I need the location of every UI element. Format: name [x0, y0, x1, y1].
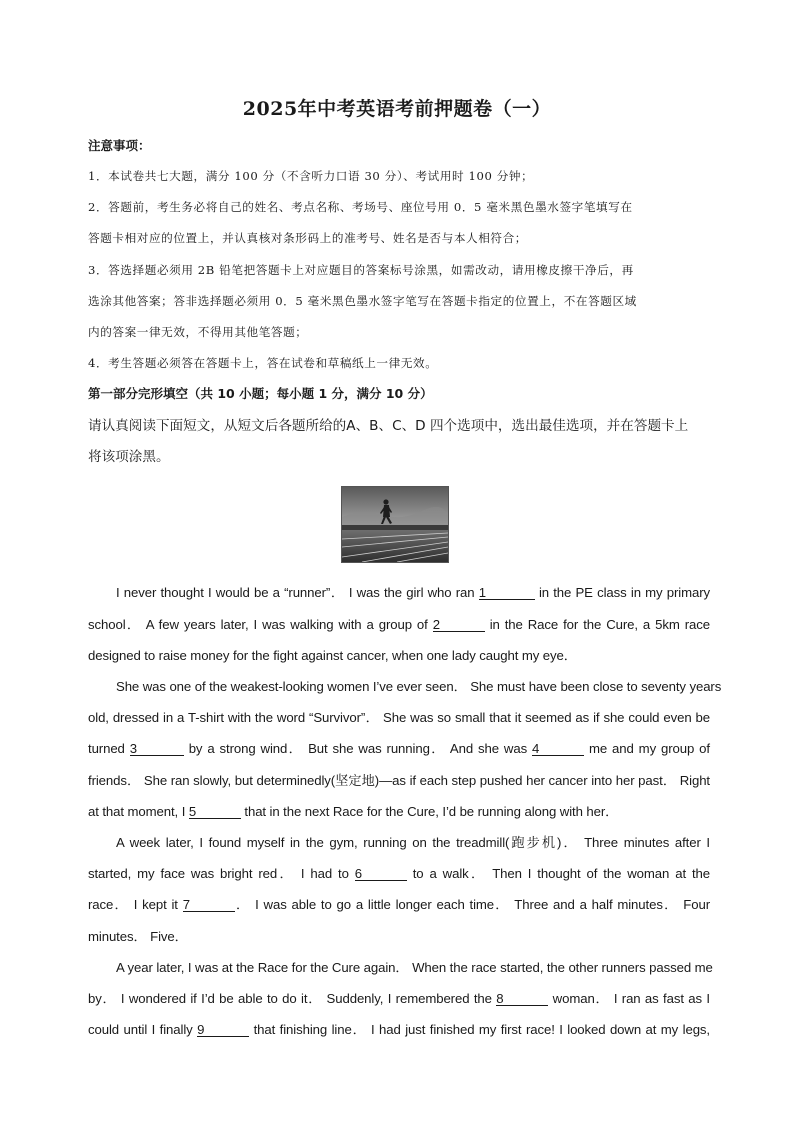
- text-run: to a walk． Then I thought of the woman at the: [406, 866, 710, 881]
- passage-p3-line-4: minutes． Five．: [88, 929, 188, 944]
- text-run: by． I wondered if I’d be able to do it． Suddenly, I remembered the: [88, 991, 497, 1006]
- passage-p1-line-3: designed to raise money for the fight against cancer, when one lady caught my eye．: [88, 648, 577, 663]
- text-run: at that moment, I: [88, 804, 189, 819]
- text-run: in the PE class in my primary: [534, 585, 711, 600]
- note-line-6: 内的答案一律无效，不得用其他笔答题；: [88, 325, 308, 339]
- text-run: I never thought I would be a “runner”． I was the girl who ran: [116, 585, 479, 600]
- blank-4: 4: [532, 742, 584, 756]
- note-line-4: 3．答选择题必须用 2B 铅笔把答题卡上对应题目的答案标号涂黑，如需改动，请用橡皮擦干净后，再: [88, 263, 634, 277]
- passage-p4-line-3: [88, 1019, 710, 1038]
- text-run: by a strong wind． But she was running． And she was: [183, 741, 533, 756]
- note-line-7: 4．考生答题必须答在答题卡上，答在试卷和草稿纸上一律无效。: [88, 356, 438, 370]
- blank-7: 7: [183, 898, 235, 912]
- note-line-1: 1．本试卷共七大题，满分 100 分（不含听力口语 30 分）、考试用时 100 分钟；: [88, 169, 534, 183]
- note-line-2: 2．答题前，考生务必将自己的姓名、考点名称、考场号、座位号用 0．5 毫米黑色墨水签字笔填写在: [88, 200, 633, 214]
- text-run: race． I kept it: [88, 897, 183, 912]
- instructions-line-2: 将该项涂黑。: [88, 449, 170, 465]
- note-line-3: 答题卡相对应的位置上，并认真核对条形码上的准考号、姓名是否与本人相符合；: [88, 231, 527, 245]
- blank-9: 9: [197, 1023, 249, 1037]
- text-run: ． I was able to go a little longer each time． Three and a half minutes． Four: [234, 897, 710, 912]
- text-run: that finishing line． I had just finished my first race! I looked down at my legs,: [249, 1022, 710, 1037]
- passage-p1-line-2: [88, 614, 710, 633]
- passage-p2-line-5: [88, 801, 618, 820]
- text-run: started, my face was bright red． I had to: [88, 866, 355, 881]
- text-run: that in the next Race for the Cure, I’d be running along with her．: [240, 804, 619, 819]
- notes-heading: 注意事项：: [88, 138, 151, 153]
- passage-p2-line-3: [88, 738, 710, 757]
- passage-p1-line-1: [116, 582, 710, 601]
- text-run: woman． I ran as fast as I: [548, 991, 710, 1006]
- passage-p4-line-1: A year later, I was at the Race for the Cure again． When the race started, the other runners passed me: [116, 960, 713, 975]
- passage-p2-line-1: She was one of the weakest-looking women I’ve ever seen． She must have been close to seventy years: [116, 679, 722, 694]
- passage-p4-line-2: [88, 988, 710, 1007]
- page-title: 2025年中考英语考前押题卷（一）: [242, 98, 552, 120]
- text-run: me and my group of: [584, 741, 710, 756]
- passage-p3-line-2: [88, 863, 710, 882]
- runner-on-track-photo-icon: [342, 487, 448, 562]
- text-run: school． A few years later, I was walking with a group of: [88, 617, 433, 632]
- passage-p3-line-1: A week later, I found myself in the gym, running on the treadmill(跑步机)． Three minutes after I: [116, 835, 710, 850]
- passage-p2-line-4: friends． She ran slowly, but determinedly(坚定地)—as if each step pushed her cancer into her past． Right: [88, 773, 710, 788]
- blank-2: 2: [433, 618, 485, 632]
- passage-p3-line-3: [88, 894, 710, 913]
- text-run: turned: [88, 741, 130, 756]
- blank-6: 6: [355, 867, 407, 881]
- blank-3: 3: [130, 742, 184, 756]
- text-run: could until I finally: [88, 1022, 198, 1037]
- blank-1: 1: [479, 586, 535, 600]
- runner-photo: [341, 486, 449, 563]
- instructions-line-1: 请认真阅读下面短文，从短文后各题所给的A、B、C、D 四个选项中，选出最佳选项，并在答题卡上: [88, 418, 689, 434]
- section-heading: 第一部分完形填空（共 10 小题；每小题 1 分，满分 10 分）: [88, 386, 433, 401]
- blank-8: 8: [496, 992, 548, 1006]
- blank-5: 5: [189, 805, 241, 819]
- text-run: in the Race for the Cure, a 5km race: [484, 617, 710, 632]
- note-line-5: 选涂其他答案；答非选择题必须用 0．5 毫米黑色墨水签字笔写在答题卡指定的位置上，不在答题区域: [88, 294, 637, 308]
- passage-p2-line-2: old, dressed in a T-shirt with the word “Survivor”． She was so small that it seemed as if she could even be: [88, 710, 710, 725]
